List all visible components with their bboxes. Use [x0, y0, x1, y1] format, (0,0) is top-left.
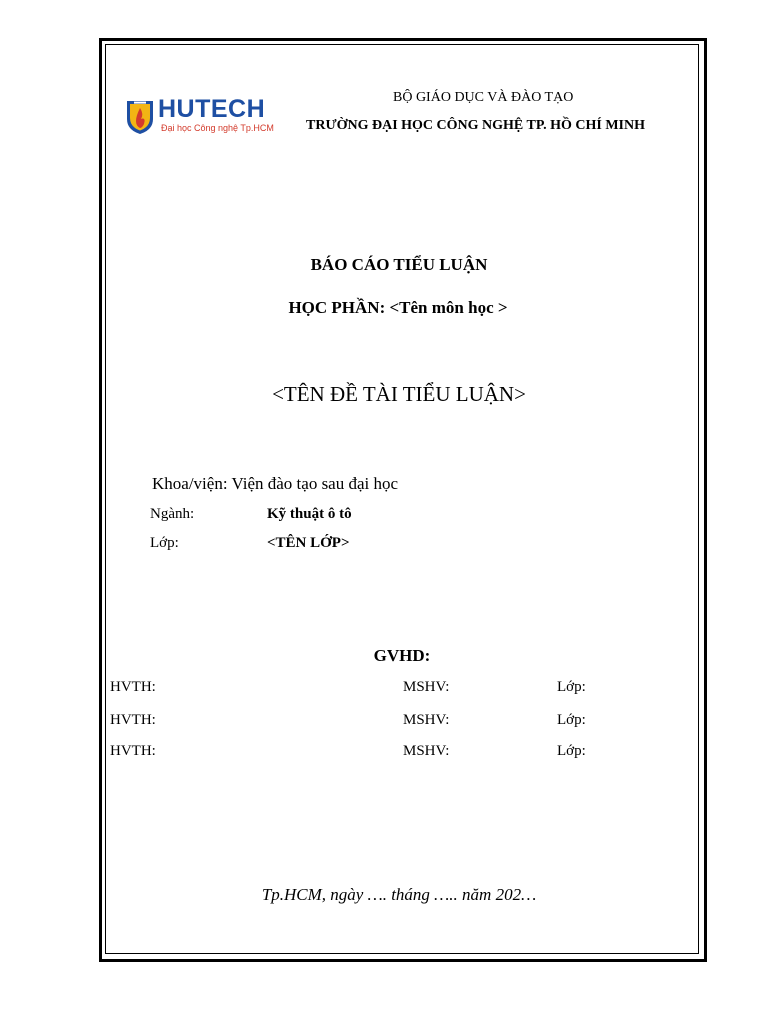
major-value: Kỹ thuật ô tô — [267, 506, 352, 522]
report-title: BÁO CÁO TIỂU LUẬN — [310, 255, 488, 274]
logo-subtitle: Đại học Công nghệ Tp.HCM — [161, 123, 274, 133]
student-mshv-label: MSHV: — [403, 743, 450, 759]
page-border-inner — [105, 44, 699, 954]
student-class-label: Lớp: — [557, 743, 586, 759]
ministry-heading: BỘ GIÁO DỤC VÀ ĐÀO TẠO — [393, 90, 574, 105]
student-hvth-label: HVTH: — [110, 743, 156, 759]
student-row — [0, 743, 768, 765]
faculty-line: Khoa/viện: Viện đào tạo sau đại học — [152, 474, 399, 493]
student-row — [0, 679, 768, 701]
student-row — [0, 712, 768, 734]
hutech-shield-icon — [125, 99, 155, 135]
class-label: Lớp: — [150, 535, 179, 551]
student-hvth-label: HVTH: — [110, 712, 156, 728]
thesis-title: <TÊN ĐỀ TÀI TIỂU LUẬN> — [272, 382, 526, 406]
student-hvth-label: HVTH: — [110, 679, 156, 695]
advisor-label: GVHD: — [373, 646, 431, 665]
student-class-label: Lớp: — [557, 679, 586, 695]
logo-wordmark: HUTECH — [158, 95, 266, 123]
university-heading: TRƯỜNG ĐẠI HỌC CÔNG NGHỆ TP. HỒ CHÍ MINH — [306, 118, 646, 133]
student-mshv-label: MSHV: — [403, 712, 450, 728]
place-date-line: Tp.HCM, ngày …. tháng ….. năm 202… — [261, 885, 537, 904]
student-mshv-label: MSHV: — [403, 679, 450, 695]
major-label: Ngành: — [150, 506, 195, 522]
course-line: HỌC PHẦN: <Tên môn học > — [288, 298, 508, 317]
student-class-label: Lớp: — [557, 712, 586, 728]
class-value: <TÊN LỚP> — [267, 535, 350, 551]
hutech-logo — [125, 96, 275, 140]
